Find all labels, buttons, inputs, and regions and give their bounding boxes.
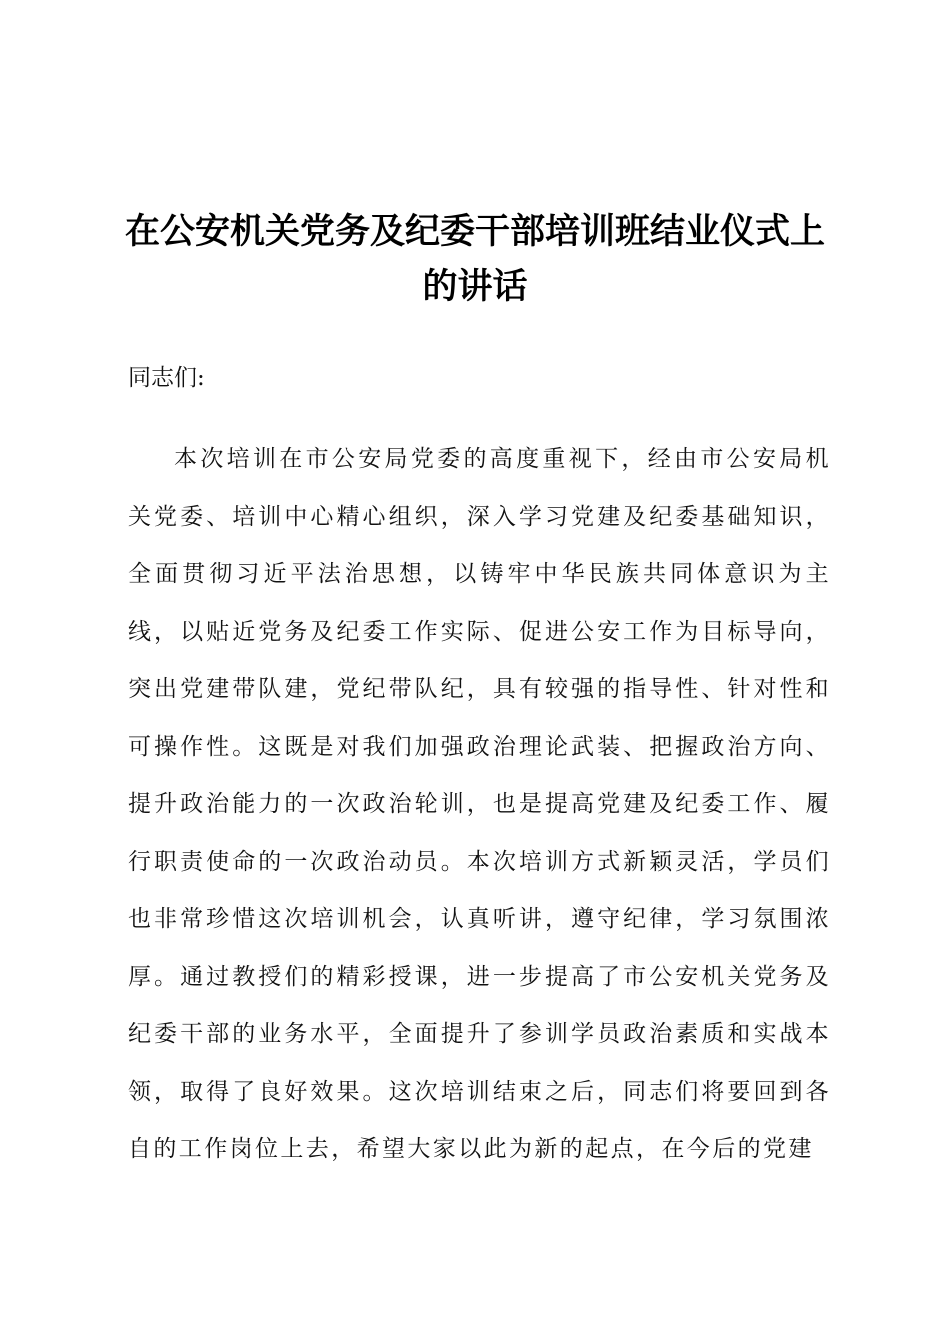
body-paragraph: 本次培训在市公安局党委的高度重视下，经由市公安局机关党委、培训中心精心组织，深入学习党建及纪委基础知识，全面贯彻习近平法治思想，以铸牢中华民族共同体意识为主线，以贴近党务及纪委工作实际、促进公安工作为目标导向，突出党建带队建，党纪带队纪，具有较强的指导性、针对性和可操作性。这既是对我们加强政治理论武装、把握政治方向、提升政治能力的一次政治轮训，也是提高党建及纪委工作、履行职责使命的一次政治动员。本次培训方式新颖灵活，学员们也非常珍惜这次培训机会，认真听讲，遵守纪律，学习氛围浓厚。通过教授们的精彩授课，进一步提高了市公安机关党务及纪委干部的业务水平，全面提升了参训学员政治素质和实战本领，取得了良好效果。这次培训结束之后，同志们将要回到各自的工作岗位上去，希望大家以此为新的起点，在今后的党建	[128, 446, 831, 1162]
document-title: 在公安机关党务及纪委干部培训班结业仪式上的讲话	[124, 212, 825, 307]
salutation: 同志们:	[128, 365, 205, 391]
